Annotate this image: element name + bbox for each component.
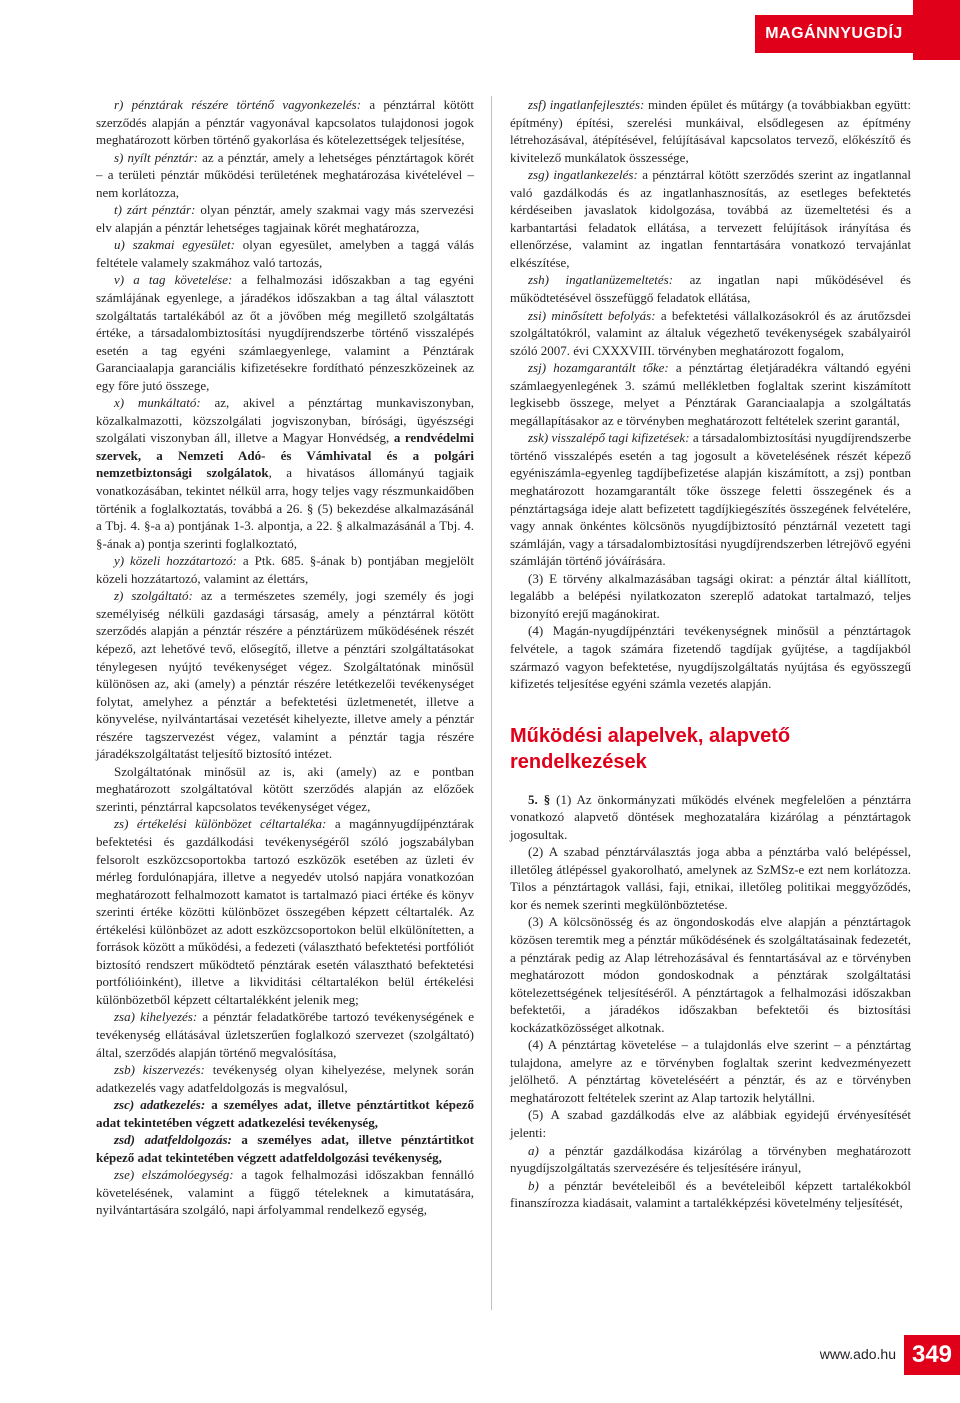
page-number: 349 [904, 1335, 960, 1375]
paragraph [96, 1131, 474, 1166]
definition-term: zsj) hozamgarantált tőke: [528, 360, 669, 376]
definition-term: r) pénztárak részére történő vagyonkezelés: [114, 97, 362, 112]
paragraph-text: az a természetes személy, jogi személy és jogi személyiség nélküli gazdasági társaság, amely a pénztárral kötött szerződés alapján a pénztár részére a pénztárüzem működésének részét képező, azt lehetővé tevő, elősegítő, illetve a pénztári szolgáltatásokat ténylegesen nyújtó tevékenységet végez. Szolgáltatónak minősül különösen az, aki (amely) a pénztár részére letétkezelői tevékenységet folytat, amelyhez a pénztár a befektetési üzletmenetét, illetve a könyvelése, nyilvántartásai vezetését kihelyezte, illetve amely a pénztár részére tagszervezést végez, valamint a pénztár tagja részére járadékszolgáltatást teljesítő biztosító intézet. [96, 588, 474, 762]
paragraph-text: a magánnyugdíjpénztárak befektetési és gazdálkodási tevékenységéről szóló jogszabályban felsorolt eszközcsoportokba tartozó eszközök esetében az üzleti év mérleg fordulónapjára, illetve a negyedév utolsó napjára vonatkozóan meghatározott felhalmozott kamatot is tartalmazó piaci értéke és könyv szerinti értéke közötti különbözet összegében képzett céltartalék. Az értékelési különbözet az adott eszközcsoportokon belül elkülönítetten, a források között a működési, a fedezeti (választható befektetési portfóliót biztosító rendszert működtető pénztárak esetén választható befektetési portfólióinként), illetve a likviditási céltartalékon belül értékelési különbözetből képzett céltartalékként jelenik meg; [96, 816, 474, 1007]
definition-term: zs) értékelési különbözet céltartaléka: [114, 816, 327, 832]
column-divider [491, 96, 492, 1310]
definition-term: zsc) adatkezelés: [114, 1097, 206, 1113]
paragraph-text: (5) A szabad gazdálkodás elve az alábbiak egyidejű érvényesítését jelenti: [510, 1107, 911, 1140]
paragraph-text: a Ptk. 685. §-ának b) pontjában megjelölt közeli hozzátartozó, valamint az élettárs, [96, 553, 474, 586]
paragraph-text: a pénztárral kötött szerződés alapján a pénztár vagyonával kapcsolatos tulajdonosi jogok meghatározott körben történő gyakorlása és kötelezettségek teljesítése, [96, 97, 474, 148]
paragraph [510, 1142, 911, 1177]
paragraph [510, 622, 911, 692]
definition-term: zsf) ingatlanfejlesztés: [528, 97, 645, 112]
definition-term: s) nyílt pénztár: [114, 149, 199, 165]
paragraph-text: a pénztárral kötött szerződés szerint az ingatlannal való gazdálkodás és az ingatlanhasznosítás, az esetleges befektetés kérdéseiben javaslatok kidolgozása, továbbá az üzemeltetési és a karbantartási feladatok ellátása, a tervezett felújítások irányítása és ellenőrzése, valamint az ingatlan fenntartására vonatkozó tervajánlat elkészítése, [510, 167, 912, 270]
section-badge: MAGÁNNYUGDÍJ [755, 15, 913, 53]
definition-term: x) munkáltató: [114, 395, 201, 411]
paragraph [96, 271, 474, 394]
definition-term: zse) elszámolóegység: [114, 1167, 234, 1183]
paragraph-text: az a pénztár, amely a lehetséges pénztártagok körét – a területi pénztár működési területének meghatározása kivételével – nem korlátozza, [96, 149, 474, 200]
definition-term: zsb) kiszervezés: [114, 1062, 205, 1078]
paragraph [96, 1096, 474, 1131]
paragraph-text: (3) A kölcsönösség és az öngondoskodás elve alapján a pénztártagok közösen teremtik meg a pénztár működésének és szolgáltatásainak fedezetét, a pénztárak pedig az Alap létrehozásával és fenntartásával az e törvényben meghatározott módon gondoskodnak a pénztárak szolgáltatási kötelezettségének teljesítéséről. A pénztártagok a felhalmozási időszakban befektetői, a járadékos időszakban befektetői és biztosítási kockázatközösséget alkotnak. [510, 914, 911, 1035]
paragraph [510, 570, 911, 623]
paragraph-text: (4) Magán-nyugdíjpénztári tevékenységnek minősül a pénztártagok felvétele, a tagok számára fizetendő tagdíjak gyűjtése, a tagdíjakból származó vagyon befektetése, nyugdíjszolgáltatás nyújtása és egyösszegű kifizetés teljesítése egyéni számla vezetés alapján. [510, 623, 911, 692]
paragraph-text: (3) E törvény alkalmazásában tagsági okirat: a pénztár által kiállított, legalább a belépési nyilatkozaton szereplő adatokat tartalmazó, teljes bizonyító erejű magánokirat. [510, 570, 911, 621]
paragraph-text: a pénztártag életjáradékra váltandó egyéni számlaegyenlegének 3. számú mellékletben foglaltak szerint kiszámított legkisebb összege, melyet a Pénztárak Garanciaalapja a szolgáltatás megállapításakor az e törvényben meghatározott feltételek szerint garantál, [510, 360, 911, 428]
definition-term: zsk) visszalépő tagi kifizetések: [528, 430, 690, 446]
paragraph-text: az ingatlan napi működésével és működtetésével összefüggő feladatok ellátása, [510, 272, 911, 306]
right-column-principles [510, 791, 911, 1212]
paragraph [510, 1036, 911, 1106]
paragraph [96, 815, 474, 1008]
paragraph-text: minden épület és műtárgy (a továbbiakban együtt: építmény) építési, szerelési munkáival, elsődlegesen az építmény létrehozásával, átépítésével, felújításával kapcsolatos tervező, előkészítő és kivitelező munkálatok összessége, [510, 97, 911, 165]
paragraph-text: tevékenység olyan kihelyezése, melynek során adatkezelés vagy adatfeldolgozás is megvalósul, [96, 1062, 474, 1095]
paragraph [96, 763, 474, 816]
paragraph-text: (2) A szabad pénztárválasztás joga abba a pénztárba való belépéssel, illetőleg átlépéssel gyakorolható, amelynek az SzMSz-e ezt nem korlátozza. Tilos a pénztártagok vallási, faji, etnikai, illetőleg politikai meggyőződés, kor és nemek szerinti megkülönböztetése. [510, 844, 911, 912]
definition-term: t) zárt pénztár: [114, 202, 196, 218]
bold-text: a rendvédelmi szervek, a Nemzeti Adó- és Vámhivatal és a polgári nemzetbiztonsági szolgálatok [96, 430, 474, 481]
paragraph [510, 1177, 911, 1212]
paragraph [96, 394, 474, 552]
paragraph-text: a pénztár bevételeiből és a bevételeiből képzett tartalékokból finanszírozza kiadásait, valamint a tartalékképzési követelmény teljesítését, [510, 1177, 911, 1211]
paragraph [96, 236, 474, 271]
paragraph [96, 201, 474, 236]
paragraph [510, 307, 911, 360]
paragraph [510, 271, 911, 306]
paragraph [510, 166, 911, 271]
section-heading: Működési alapelvek, alapvető rendelkezések [510, 724, 791, 773]
paragraph [510, 96, 911, 166]
definition-term: z) szolgáltató: [114, 588, 193, 604]
paragraph [510, 1106, 911, 1141]
left-column [96, 96, 474, 1219]
paragraph-text: a felhalmozási időszakban a tag egyéni számlájának egyenlege, a járadékos időszakban a tag által választott szolgáltatás tartalékából az őt a jövőben még megillető szolgáltatás értéke, a társadalombiztosítási nyugdíjrendszerbe történő visszalépés esetén a tag egyéni számlaegyenlege, valamint a Pénztárak Garanciaalapja garanciális kifizetésekre fordítható pénzeszközeinek az egy főre jutó összege, [96, 272, 474, 393]
definition-term: zsa) kihelyezés: [114, 1009, 198, 1025]
paragraph-text: a pénztár feladatkörébe tartozó tevékenységének e tevékenység ellátásával üzletszerűen foglalkozó szervezet (szolgáltató) által, szerződés alapján történő megvalósítása, [96, 1009, 474, 1060]
paragraph-text: Szolgáltatónak minősül az is, aki (amely) az e pontban meghatározott szolgáltatóval kötött szerződés alapján az előzőek szerinti, pénztárral kapcsolatos tevékenységet végez, [96, 763, 474, 814]
definition-term: zsh) ingatlanüzemeltetés: [528, 272, 674, 288]
definition-term: zsg) ingatlankezelés: [528, 167, 638, 183]
paragraph [510, 791, 911, 844]
paragraph-text: olyan pénztár, amely szakmai vagy más szervezési elv alapján a pénztár lehetséges tagjainak körét meghatározza, [96, 202, 475, 235]
definition-term: y) közeli hozzátartozó: [114, 553, 238, 569]
footer-url[interactable]: www.ado.hu [819, 1346, 896, 1362]
paragraph-text: a személyes adat, illetve pénztártitkot képező adat tekintetében végzett adatkezelési tevékenység, [96, 1097, 475, 1130]
definition-term: v) a tag követelése: [114, 272, 233, 288]
paragraph-text: , a hivatásos állományú tagjaik vonatkozásában, tekintet nélkül arra, hogy teljes vagy részmunkaidőben történik a foglalkoztatás, továbbá a 26. § (5) bekezdése alkalmazásánál a Tbj. 4. §-a a) pontjának 1-3. alpontja, a 22. § alkalmazásánál a Tbj. 4. §-ának a) pontja szerinti foglalkoztató, [96, 465, 474, 551]
paragraph [96, 1008, 474, 1061]
section-sign: 5. § [528, 791, 551, 807]
definition-term: zsd) adatfeldolgozás: [114, 1132, 232, 1148]
paragraph-text: a tagok felhalmozási időszakban fennálló követelésének, valamint a függő tételeknek a kimutatására, nyilvántartására szolgáló, napi árfolyammal rendelkező egység, [96, 1167, 474, 1218]
paragraph-text: az, akivel a pénztártag munkaviszonyban, közalkalmazotti, közszolgálati jogviszonyban, bírósági, ügyészségi szolgálati viszonyban áll, illetve a Magyar Honvédség, [96, 395, 474, 446]
paragraph [510, 429, 911, 569]
definition-term: u) szakmai egyesület: [114, 237, 235, 253]
paragraph [96, 149, 474, 202]
paragraph [510, 843, 911, 913]
definition-term: zsi) minősített befolyás: [528, 307, 656, 323]
right-column [510, 96, 911, 1212]
paragraph-text: (4) A pénztártag követelése – a tulajdonlás elve szerint – a pénztártag tulajdona, amelyre az e törvényben foglaltak szerint kedvezményezett jelölhető. A pénztártag követeléséért a pénztár, és az e törvényben meghatározott feltételek szerint az Alap tartozik helytállni. [510, 1037, 911, 1105]
right-column-definitions [510, 96, 911, 693]
paragraph-text: (1) Az önkormányzati működés elvének megfelelően a pénztárra vonatkozó alapvető döntések meghozatalára kizárólag a pénztártagok jogosultak. [510, 791, 911, 842]
paragraph [96, 1166, 474, 1219]
paragraph [96, 587, 474, 762]
paragraph [96, 1061, 474, 1096]
paragraph-text: a személyes adat, illetve pénztártitkot képező adat tekintetében végzett adatfeldolgozási tevékenység, [96, 1132, 474, 1165]
paragraph-text: a pénztár gazdálkodása kizárólag a törvényben meghatározott nyugdíjszolgáltatás szervezésére és teljesítésére irányul, [510, 1142, 911, 1176]
definition-term: b) [528, 1177, 539, 1193]
paragraph-text: a befektetési vállalkozásokról és az árutőzsdei szolgáltatókról, valamint az általuk végezhető tevékenységek szabályairól szóló 2007. évi CXXXVIII. törvényben meghatározott fogalom, [510, 307, 911, 358]
paragraph [96, 552, 474, 587]
paragraph-text: a társadalombiztosítási nyugdíjrendszerbe történő visszalépés esetén a tag jogosult a követelésének részét képező egyéniszámla-egyenleg tagdíjbefizetése alapján kiszámított, a zsj) pontban meghatározott hozamgarantált tőke összege feletti összegének és a pénztártagsága ideje alatt befizetett tagdíjkiegészítés összegének felvételére, vagy annak önkéntes kölcsönös nyugdíjbiztosító pénztárnál vezetett tagi számláján, vagy a társadalombiztosítási nyugdíjrendszerben létrejövő egyéni számláján történő jóváírására. [510, 430, 911, 569]
paragraph [510, 913, 911, 1036]
paragraph [96, 96, 474, 149]
paragraph-text: olyan egyesület, amelyben a taggá válás feltétele valamely szakmához való tartozás, [96, 237, 474, 270]
definition-term: a) [528, 1142, 539, 1158]
paragraph [510, 359, 911, 429]
header-edge-bar [913, 0, 960, 60]
